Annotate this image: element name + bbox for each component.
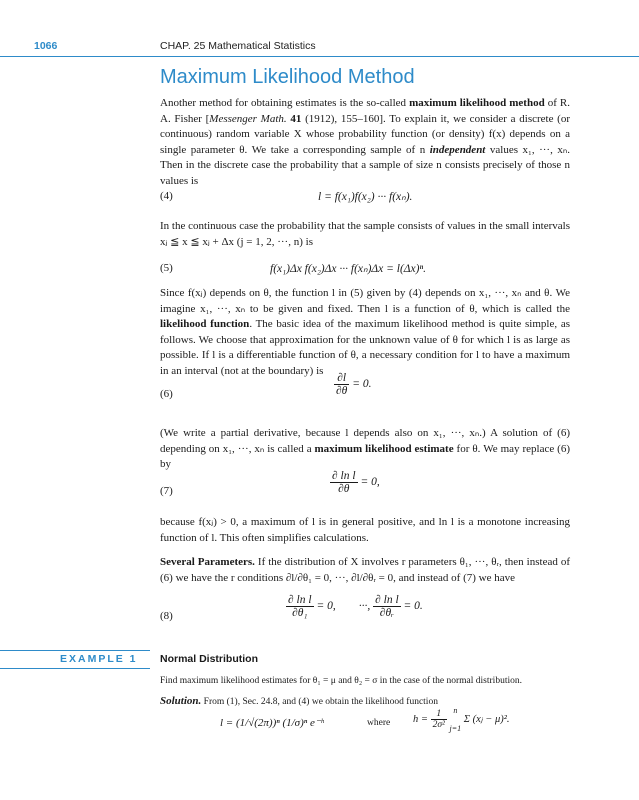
example-solution: Solution. From (1), Sec. 24.8, and (4) we obtain the likelihood function [160, 695, 438, 707]
equation-4-label: (4) [160, 190, 173, 202]
example-label: EXAMPLE 1 [60, 653, 138, 665]
h-lhs: h = [413, 713, 428, 725]
equation-6-label: (6) [160, 388, 173, 400]
eq8-numerator-2: ∂ ln l [375, 594, 399, 606]
eq8-mid: = 0, ···, [316, 600, 371, 613]
equation-8 [286, 594, 423, 619]
equation-8-label: (8) [160, 610, 173, 622]
paragraph-partial: (We write a partial derivative, because l depends also on x₁, ···, xₙ.) A solution of (6) depending on x₁, ···, xₙ is called a maximum likelihood estimate for θ. We may replace (6) by [160, 427, 570, 470]
eq6-rhs: = 0. [352, 378, 372, 391]
sum-lower-limit: j=1 [449, 724, 462, 733]
sum-upper-limit: n [453, 706, 458, 715]
likelihood-formula: l = (1/√(2π))ⁿ (1/σ)ⁿ e⁻ʰ [220, 717, 324, 729]
equation-5-label: (5) [160, 262, 173, 274]
eq7-denominator: ∂θ [338, 483, 350, 495]
eq6-numerator: ∂l [334, 372, 349, 385]
example-statement: Find maximum likelihood estimates for θ₁ = μ and θ₂ = σ in the case of the normal distribution. [160, 676, 522, 686]
section-title: Maximum Likelihood Method [160, 66, 415, 88]
eq6-denominator: ∂θ [336, 385, 348, 397]
eq7-rhs: = 0, [360, 476, 380, 489]
h-numerator: 1 [431, 709, 447, 720]
eq8-rhs: = 0. [403, 600, 423, 613]
paragraph-continuous: In the continuous case the probability that the sample consists of values in the small intervals xⱼ ≦ x ≦ xⱼ + Δx (j = 1, 2, ···, n) is [160, 220, 570, 248]
paragraph-monotone: because f(xⱼ) > 0, a maximum of l is in general positive, and ln l is a monotone increasing function of l. This often simplifies calculations. [160, 516, 570, 544]
h-definition [413, 706, 510, 733]
eq8-denominator-1: ∂θ₁ [292, 607, 308, 619]
equation-7-label: (7) [160, 485, 173, 497]
equation-6 [334, 372, 371, 397]
eq8-numerator-1: ∂ ln l [288, 594, 312, 606]
eq8-denominator-2: ∂θᵣ [379, 607, 394, 619]
header-rule [0, 56, 639, 57]
h-sum: Σ (xⱼ − μ)². [463, 713, 510, 725]
paragraph-likelihood: Since f(xⱼ) depends on θ, the function l in (5) given by (4) depends on x₁, ···, xₙ and θ. We imagine x₁, ···, xₙ to be given and fixed. Then l is a function of θ, which is called the likelihood function. The basic idea of the maximum likelihood method is quite simple, as follows. We choose that approximation for the unknown value of θ for which l is as large as possible. If l is a differentiable function of θ, a necessary condition for l to have a maximum in an interval (not at the boundary) is [160, 287, 570, 377]
equation-7 [330, 470, 380, 495]
example-rule [0, 650, 150, 651]
equation-4: l = f(x₁)f(x₂) ··· f(xₙ). [318, 191, 413, 203]
example-title: Normal Distribution [160, 653, 259, 665]
page-number: 1066 [34, 40, 58, 52]
eq7-numerator: ∂ ln l [332, 470, 356, 482]
example-rule-lower [0, 668, 150, 669]
equation-5: f(x₁)Δx f(x₂)Δx ··· f(xₙ)Δx = l(Δx)ⁿ. [270, 263, 426, 275]
paragraph-intro: Another method for obtaining estimates is the so-called maximum likelihood method of R. A. Fisher [Messenger Math. 41 (1912), 155–160]. To explain it, we consider a discrete (or continuous) random variable X whose probability function (or density) f(x) depends on a single parameter θ. We take a corresponding sample of n independent values x₁, ···, xₙ. Then in the discrete case the probability that a sample of size n consists precisely of those n values is [160, 97, 571, 187]
chapter-header: CHAP. 25 Mathematical Statistics [160, 40, 316, 52]
where-label: where [367, 718, 391, 728]
h-denominator: 2σ² [432, 720, 445, 730]
paragraph-several-parameters: Several Parameters. If the distribution of X involves r parameters θ₁, ···, θᵣ, then instead of (6) we have the r conditions ∂l/∂θ₁ = 0, ···, ∂l/∂θᵣ = 0, and instead of (7) we have [160, 556, 570, 584]
